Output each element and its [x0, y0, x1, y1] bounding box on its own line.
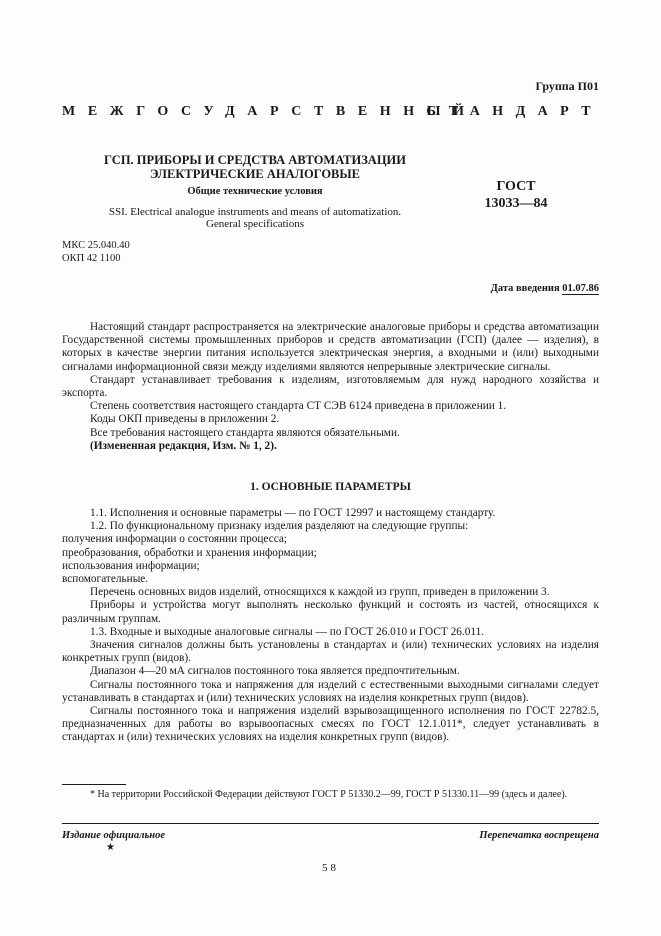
section1-block — [62, 507, 599, 745]
date-value: 01.07.86 — [562, 283, 599, 294]
date-label: Дата введения — [490, 283, 560, 294]
intro-paragraph: Стандарт устанавливает требования к изделиям, изготовляемым для нужд народного хозяйства и экспорта. — [62, 373, 599, 400]
gost-number: 13033—84 — [484, 196, 548, 211]
introduction-date — [491, 283, 599, 294]
banner-interstate: МЕЖГОСУДАРСТВЕННЫЙ — [62, 104, 477, 119]
english-title-line1: SSI. Electrical analogue instruments and means of automatization. — [108, 206, 402, 218]
english-title-line2: General specifications — [205, 218, 305, 230]
page-number: 58 — [322, 862, 339, 874]
reprint-prohibited: Перепечатка воспрещена — [479, 830, 599, 841]
gost-label: ГОСТ — [496, 179, 536, 194]
footnote-divider — [62, 784, 126, 785]
group-item: получения информации о состоянии процесса; — [62, 533, 288, 546]
mks-code: МКС 25.040.40 — [62, 240, 130, 251]
intro-block — [62, 321, 599, 453]
document-title-line2: ЭЛЕКТРИЧЕСКИЕ АНАЛОГОВЫЕ — [149, 167, 361, 181]
footnote: * На территории Российской Федерации действуют ГОСТ Р 51330.2—99, ГОСТ Р 51330.11—99 (здесь и далее). — [90, 789, 568, 800]
footer-divider — [62, 823, 599, 824]
okp-code: ОКП 42 1100 — [62, 253, 121, 264]
group-code: Группа П01 — [535, 79, 599, 93]
clause-1-3: 1.3. Входные и выходные аналоговые сигналы — по ГОСТ 26.010 и ГОСТ 26.011. — [90, 625, 485, 638]
intro-paragraph: Настоящий стандарт распространяется на электрические аналоговые приборы и средства автоматизации Государственной системы промышленных приборов и средств автоматизации (ГСП) (далее — изделия), в которых в качестве энергии питания используется электрическая энергия, а входными и (или) выходными сигналами информационной связи между изделиями являются непрерывные электрические сигналы. — [62, 321, 599, 373]
intro-paragraph: Все требования настоящего стандарта являются обязательными. — [90, 426, 400, 439]
clause-1-1: 1.1. Исполнения и основные параметры — по ГОСТ 12997 и настоящему стандарту. — [90, 507, 496, 519]
clause-1-2: 1.2. По функциональному признаку изделия разделяют на следующие группы: — [90, 520, 469, 533]
clause-text: Диапазон 4—20 мА сигналов постоянного тока является предпочтительным. — [90, 665, 460, 678]
star-icon: ★ — [106, 842, 115, 853]
group-item: использования информации; — [62, 559, 200, 572]
group-item: вспомогательные. — [62, 573, 149, 586]
document-subtitle: Общие технические условия — [187, 186, 323, 197]
official-edition: Издание официальное — [62, 830, 166, 841]
intro-paragraph: Степень соответствия настоящего стандарта СТ СЭВ 6124 приведена в приложении 1. — [90, 400, 507, 413]
intro-paragraph: Коды ОКП приведены в приложении 2. — [90, 413, 280, 426]
revision-note: (Измененная редакция, Изм. № 1, 2). — [90, 439, 277, 452]
clause-text: Значения сигналов должны быть установлены в стандартах и (или) технических условиях на изделия конкретных групп (видов). — [62, 639, 599, 665]
clause-text: Сигналы постоянного тока и напряжения изделий взрывозащищенного исполнения по ГОСТ 22782.5, предназначенных для работы во взрывоопасных смесях по ГОСТ 12.1.011*, следует устанавливать в стандартах и (или) технических условиях на изделия конкретных групп (видов). — [62, 705, 599, 744]
group-item: преобразования, обработки и хранения информации; — [62, 546, 317, 559]
document-title-line1: ГСП. ПРИБОРЫ И СРЕДСТВА АВТОМАТИЗАЦИИ — [104, 153, 406, 167]
section-heading: 1. ОСНОВНЫЕ ПАРАМЕТРЫ — [250, 481, 411, 493]
banner-standard: СТАНДАРТ — [426, 104, 603, 119]
clause-text: Сигналы постоянного тока и напряжения для изделий с естественными выходными сигналами следует устанавливать в стандартах и (или) технических условиях на изделия конкретных групп (видов). — [62, 678, 599, 704]
clause-text: Приборы и устройства могут выполнять несколько функций и состоять из частей, относящихся к различным группам. — [62, 599, 599, 625]
clause-text: Перечень основных видов изделий, относящихся к каждой из групп, приведен в приложении 3. — [90, 586, 550, 599]
